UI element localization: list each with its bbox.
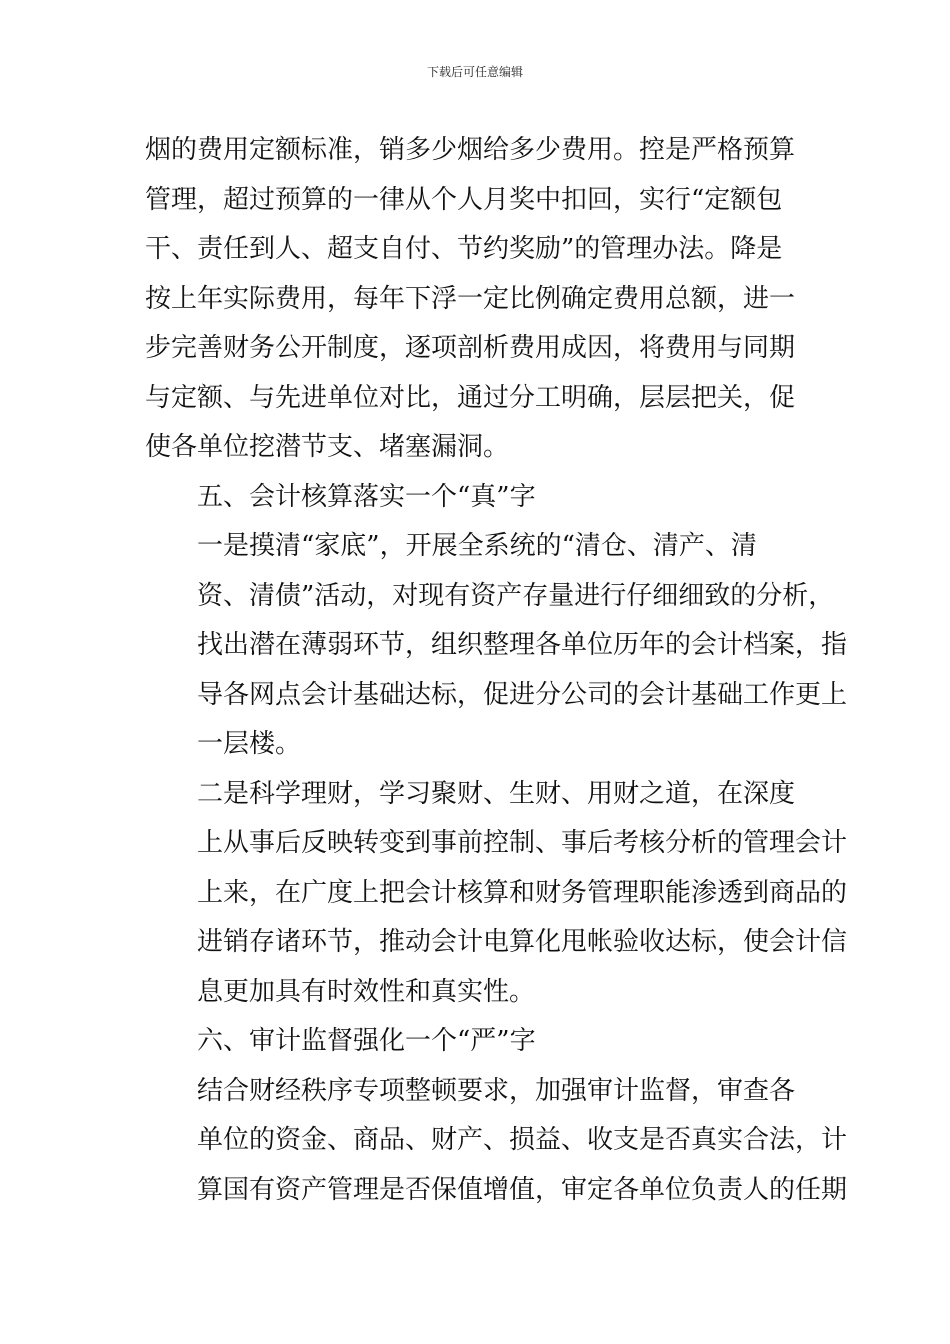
text-line: 一是摸清“家底”，开展全系统的“清仓、清产、清 (197, 531, 757, 561)
paragraph-financial-management (145, 770, 848, 1018)
heading-line: 六、审计监督强化一个“严”字 (197, 1026, 536, 1056)
section-heading-accounting (145, 473, 805, 523)
text-line: 上来，在广度上把会计核算和财务管理职能渗透到商品的 (197, 877, 848, 908)
text-line: 二是科学理财，学习聚财、生财、用财之道，在深度 (197, 778, 796, 809)
text-line: 单位的资金、商品、财产、损益、收支是否真实合法，计 (197, 1125, 848, 1155)
text-line: 上从事后反映转变到事前控制、事后考核分析的管理会计 (197, 828, 848, 858)
text-line: 进销存诸环节，推动会计电算化甩帐验收达标，使会计信 (197, 927, 848, 957)
paragraph-audit-supervision (145, 1067, 848, 1216)
paragraph-inventory-check (145, 522, 848, 770)
section-heading-audit (145, 1017, 805, 1067)
text-line: 步完善财务公开制度，逐项剖析费用成因，将费用与同期 (145, 333, 796, 363)
text-line: 找出潜在薄弱环节，组织整理各单位历年的会计档案，指 (197, 630, 848, 660)
text-line: 结合财经秩序专项整顿要求，加强审计监督，审查各 (197, 1075, 796, 1106)
text-line: 按上年实际费用，每年下浮一定比例确定费用总额，进一 (145, 283, 796, 314)
text-line: 使各单位挖潜节支、堵塞漏洞。 (145, 432, 510, 462)
text-line: 一层楼。 (197, 729, 302, 759)
text-line: 与定额、与先进单位对比，通过分工明确，层层把关，促 (145, 382, 796, 413)
heading-line: 五、会计核算落实一个“真”字 (197, 481, 536, 512)
paragraph-fee-control (145, 126, 805, 473)
text-line: 导各网点会计基础达标，促进分公司的会计基础工作更上 (197, 679, 848, 710)
text-line: 资、清债”活动，对现有资产存量进行仔细细致的分析， (197, 580, 835, 611)
document-body (145, 126, 848, 1215)
text-line: 干、责任到人、超支自付、节约奖励”的管理办法。降是 (145, 234, 783, 264)
text-line: 烟的费用定额标准，销多少烟给多少费用。控是严格预算 (145, 135, 796, 165)
page-header: 下载后可任意编辑 (426, 65, 523, 79)
text-line: 息更加具有时效性和真实性。 (197, 976, 536, 1007)
text-line: 管理，超过预算的一律从个人月奖中扣回，实行“定额包 (145, 184, 783, 215)
text-line: 算国有资产管理是否保值增值，审定各单位负责人的任期 (197, 1174, 848, 1205)
